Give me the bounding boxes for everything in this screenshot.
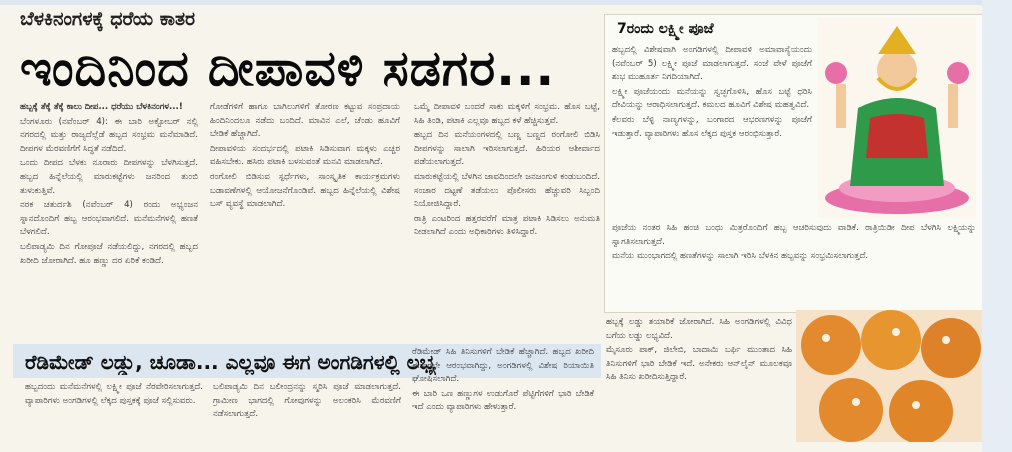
sub-headline: ರೆಡಿಮೇಡ್ ಲಡ್ಡು, ಚೂಡಾ... ಎಲ್ಲವೂ ಈಗ ಅಂಗಡಿಗಳಲ್ಲಿ ಲಭ್ಯ [25,350,437,374]
sub-article-column-1 [25,381,203,443]
paragraph: ಕೆಲವರು ಬೆಳ್ಳಿ ನಾಣ್ಯಗಳನ್ನು, ಬಂಗಾರದ ಆಭರಣಗಳನ್ನು ಪೂಜೆಗೆ ಇಡುತ್ತಾರೆ. ವ್ಯಾಪಾರಿಗಳು ಹೊಸ ಲೆಕ್ಕದ ಪುಸ್ತಕ ಆರಂಭಿಸುತ್ತಾರೆ. [612,114,812,139]
paragraph: ರಂಗೋಲಿ ಬಿಡಿಸುವ ಸ್ಪರ್ಧೆಗಳು, ಸಾಂಸ್ಕೃತಿಕ ಕಾರ್ಯಕ್ರಮಗಳು ಬಡಾವಣೆಗಳಲ್ಲಿ ಆಯೋಜನೆಗೊಂಡಿವೆ. ಹಬ್ಬದ ಹಿನ್ನೆಲೆಯಲ್ಲಿ ವಿಶೇಷ ಬಸ್ ವ್ಯವಸ್ಥೆ ಮಾಡಲಾಗಿದೆ. [210,171,400,210]
article-column-3 [414,101,600,339]
sweets-column [606,316,792,442]
laddu [861,310,921,370]
sub-article-column-3 [412,346,594,443]
article-column-1 [20,101,198,339]
almond-topping [892,328,900,336]
paragraph: ಬಲಿಪಾಡ್ಯಮಿ ದಿನ ಬಲೀಂದ್ರನನ್ನು ಸ್ಮರಿಸಿ ಪೂಜೆ ಮಾಡಲಾಗುತ್ತದೆ. ಗ್ರಾಮೀಣ ಭಾಗದಲ್ಲಿ ಗೋವುಗಳನ್ನು ಅಲಂಕರಿಸಿ ಮೆರವಣಿಗೆ ನಡೆಸಲಾಗುತ್ತದೆ. [213,382,401,420]
paragraph: ರೆಡಿಮೇಡ್ ಸಿಹಿ ತಿನಿಸುಗಳಿಗೆ ಬೇಡಿಕೆ ಹೆಚ್ಚಾಗಿದೆ. ಹಬ್ಬದ ಖರೀದಿ ಈಗಾಗಲೇ ಆರಂಭವಾಗಿದ್ದು, ಅಂಗಡಿಗಳಲ್ಲಿ ವಿಶೇಷ ರಿಯಾಯಿತಿ ಘೋಷಿಸಲಾಗಿದೆ. [412,347,594,385]
lakshmi-column-top [612,44,812,220]
almond-topping [852,398,860,406]
left-lotus-flower [825,62,847,84]
red-blouse [866,114,928,158]
paragraph: ಮನೆಯ ಮುಂಭಾಗದಲ್ಲಿ ಹಣತೆಗಳನ್ನು ಸಾಲಾಗಿ ಇರಿಸಿ ಬೆಳಕಿನ ಹಬ್ಬವನ್ನು ಸಂಭ್ರಮಿಸಲಾಗುತ್ತದೆ. [612,251,869,262]
laddu [801,315,861,375]
article-column-2 [210,101,400,339]
left-arm [836,84,846,128]
paragraph: ಹಬ್ಬದ ದಿನ ಮನೆಯಂಗಳದಲ್ಲಿ ಬಣ್ಣ ಬಣ್ಣದ ರಂಗೋಲಿ ಬಿಡಿಸಿ ದೀಪಗಳನ್ನು ಸಾಲಾಗಿ ಇರಿಸಲಾಗುತ್ತದೆ. ಹಿರಿಯರ ಆಶೀರ್ವಾದ ಪಡೆಯಲಾಗುತ್ತದೆ. [414,130,600,168]
paragraph: ಹಬ್ಬದಲ್ಲಿ ವಿಶೇಷವಾಗಿ ಅಂಗಡಿಗಳಲ್ಲಿ ದೀಪಾವಳಿ ಅಮಾವಾಸ್ಯೆಯಂದು (ನವೆಂಬರ್ 5) ಲಕ್ಷ್ಮೀ ಪೂಜೆ ಮಾಡಲಾಗುತ್ತದೆ. ಸಂಜೆ ವೇಳೆ ಪೂಜೆಗೆ ಶುಭ ಮುಹೂರ್ತ ನಿಗದಿಯಾಗಿದೆ. [612,45,812,83]
laddu [889,380,953,442]
paragraph: ಲಕ್ಷ್ಮೀ ಪೂಜೆಯಂದು ಮನೆಯನ್ನು ಸ್ವಚ್ಛಗೊಳಿಸಿ, ಹೊಸ ಬಟ್ಟೆ ಧರಿಸಿ ದೇವಿಯನ್ನು ಆರಾಧಿಸಲಾಗುತ್ತದೆ. ಕಮಲದ ಹೂವಿಗೆ ವಿಶೇಷ ಮಹತ್ವವಿದೆ. [612,86,812,111]
headline: ಇಂದಿನಿಂದ ದೀಪಾವಳಿ ಸಡಗರ... [20,40,556,97]
paragraph: ಬಲಿಪಾಡ್ಯಮಿ ದಿನ ಗೋಪೂಜೆ ನಡೆಯಲಿದ್ದು, ನಗರದಲ್ಲಿ ಹಬ್ಬದ ಖರೀದಿ ಜೋರಾಗಿದೆ. ಹೂ ಹಣ್ಣು ದರ ಏರಿಕೆ ಕಂಡಿದೆ. [20,241,198,266]
right-arm [948,84,958,128]
paragraph: ಹಬ್ಬಕ್ಕೆ ತೆಕ್ಕೆ ತೆಕ್ಕೆ ಕಾಲು ದೀಪ... ಧರೆಯು ಬೆಳಕಿನಂಗಳ...! [20,102,183,112]
almond-topping [912,401,920,409]
paragraph: ಈ ಬಾರಿ ಒಣ ಹಣ್ಣುಗಳ ಉಡುಗೊರೆ ಪೆಟ್ಟಿಗೆಗಳಿಗೆ ಭಾರಿ ಬೇಡಿಕೆ ಇದೆ ಎಂದು ವ್ಯಾಪಾರಿಗಳು ಹೇಳುತ್ತಾರೆ. [412,388,594,413]
paragraph: ರಾತ್ರಿ ಎಂಟರಿಂದ ಹತ್ತರವರೆಗೆ ಮಾತ್ರ ಪಟಾಕಿ ಸಿಡಿಸಲು ಅನುಮತಿ ನೀಡಲಾಗಿದೆ ಎಂದು ಅಧಿಕಾರಿಗಳು ತಿಳಿಸಿದ್ದಾರೆ. [414,213,600,238]
paragraph: ಗೋಡೆಗಳಿಗೆ ಹಾಗೂ ಬಾಗಿಲುಗಳಿಗೆ ತೋರಣ ಕಟ್ಟುವ ಸಂಪ್ರದಾಯ ಹಿಂದಿನಿಂದಲೂ ನಡೆದು ಬಂದಿದೆ. ಮಾವಿನ ಎಲೆ, ಚೆಂಡು ಹೂವಿಗೆ ಬೇಡಿಕೆ ಹೆಚ್ಚಾಗಿದೆ. [210,102,400,140]
paragraph: ಮೈಸೂರು ಪಾಕ್, ಜಿಲೇಬಿ, ಬಾದಾಮಿ ಬರ್ಫಿ ಮುಂತಾದ ಸಿಹಿ ತಿನಿಸುಗಳಿಗೆ ಭಾರಿ ಬೇಡಿಕೆ ಇದೆ. ಅನೇಕರು ಆನ್‌ಲೈನ್ ಮೂಲಕವೂ ಸಿಹಿ ತಿನಿಸು ಖರೀದಿಸುತ್ತಿದ್ದಾರೆ. [606,345,792,383]
paragraph: ಮಾರುಕಟ್ಟೆಯಲ್ಲಿ ಬೆಳಗಿನ ಜಾವದಿಂದಲೇ ಜನಜಂಗುಳಿ ಕಂಡುಬಂದಿದೆ. ಸಂಚಾರ ದಟ್ಟಣೆ ತಡೆಯಲು ಪೊಲೀಸರು ಹೆಚ್ಚುವರಿ ಸಿಬ್ಬಂದಿ ನಿಯೋಜಿಸಿದ್ದಾರೆ. [414,171,600,210]
paragraph: ದೀಪಾವಳಿಯ ಸಂದರ್ಭದಲ್ಲಿ ಪಟಾಕಿ ಸಿಡಿಸುವಾಗ ಮಕ್ಕಳು ಎಚ್ಚರ ವಹಿಸಬೇಕು. ಹಸಿರು ಪಟಾಕಿ ಬಳಸುವಂತೆ ಮನವಿ ಮಾಡಲಾಗಿದೆ. [210,143,400,168]
lakshmi-column-bottom [612,222,976,308]
paragraph: ಹಬ್ಬದಂದು ಮನೆಮನೆಗಳಲ್ಲಿ ಲಕ್ಷ್ಮೀ ಪೂಜೆ ನೆರವೇರಿಸಲಾಗುತ್ತದೆ. ವ್ಯಾಪಾರಿಗಳು ಅಂಗಡಿಗಳಲ್ಲಿ ಲೆಕ್ಕದ ಪುಸ್ತಕಕ್ಕೆ ಪೂಜೆ ಸಲ್ಲಿಸುವರು. [25,382,203,406]
almond-topping [822,334,830,342]
paragraph: ಪೂಜೆಯ ನಂತರ ಸಿಹಿ ಹಂಚಿ ಬಂಧು ಮಿತ್ರರೊಂದಿಗೆ ಹಬ್ಬ ಆಚರಿಸುವುದು ವಾಡಿಕೆ. ರಾತ್ರಿಯಿಡೀ ದೀಪ ಬೆಳಗಿಸಿ ಲಕ್ಷ್ಮಿಯನ್ನು ಸ್ವಾಗತಿಸಲಾಗುತ್ತದೆ. [612,223,976,247]
sub-article-column-2 [213,381,401,443]
right-lotus-flower [947,62,969,84]
paragraph: ಒಮ್ಮೆ ದೀಪಾವಳಿ ಬಂದರೆ ಸಾಕು ಮಕ್ಕಳಿಗೆ ಸಂಭ್ರಮ. ಹೊಸ ಬಟ್ಟೆ, ಸಿಹಿ ತಿಂಡಿ, ಪಟಾಕಿ ಎಲ್ಲವೂ ಹಬ್ಬದ ಕಳೆ ಹೆಚ್ಚಿಸುತ್ತವೆ. [414,102,600,126]
paragraph: ಬೆಂಗಳೂರು (ನವೆಂಬರ್ 4): ಈ ಬಾರಿ ಅಕ್ಟೋಬರ್ ನಲ್ಲಿ ನಗರದಲ್ಲಿ ಮತ್ತು ರಾಜ್ಯದೆಲ್ಲೆಡೆ ಹಬ್ಬದ ಸಂಭ್ರಮ ಮನೆಮಾಡಿದೆ. ದೀಪಗಳ ಮೆರವಣಿಗೆಗೆ ಸಿದ್ಧತೆ ನಡೆದಿದೆ. [20,116,198,154]
goddess-lakshmi-image [818,18,976,218]
kicker: ಬೆಳಕಿನಂಗಳಕ್ಕೆ ಧರೆಯ ಕಾತರ [20,8,196,30]
almond-topping [942,336,950,344]
laddu [819,378,883,442]
right-margin-strip [982,0,1012,452]
paragraph: ನರಕ ಚತುರ್ದಶಿ (ನವೆಂಬರ್ 4) ರಂದು ಅಭ್ಯಂಜನ ಸ್ನಾನದೊಂದಿಗೆ ಹಬ್ಬ ಆರಂಭವಾಗಲಿದೆ. ಮನೆಮನೆಗಳಲ್ಲಿ ಹಣತೆ ಬೆಳಗಲಿದೆ. [20,200,198,238]
paragraph: ಒಂದು ದೀಪದ ಬೆಳಕು ನೂರಾರು ದೀಪಗಳನ್ನು ಬೆಳಗಿಸುತ್ತದೆ. ಹಬ್ಬದ ಹಿನ್ನೆಲೆಯಲ್ಲಿ ಮಾರುಕಟ್ಟೆಗಳು ಜನರಿಂದ ತುಂಬಿ ತುಳುಕುತ್ತಿವೆ. [20,158,198,196]
top-border [0,0,1012,5]
paragraph: ಹಬ್ಬಕ್ಕೆ ಲಡ್ಡು ತಯಾರಿಕೆ ಜೋರಾಗಿದೆ. ಸಿಹಿ ಅಂಗಡಿಗಳಲ್ಲಿ ವಿವಿಧ ಬಗೆಯ ಲಡ್ಡು ಲಭ್ಯವಿದೆ. [606,317,792,341]
laddu [921,318,981,378]
laddu-image [796,310,982,442]
lakshmi-puja-title: 7ರಂದು ಲಕ್ಷ್ಮೀ ಪೂಜೆ [617,21,714,37]
